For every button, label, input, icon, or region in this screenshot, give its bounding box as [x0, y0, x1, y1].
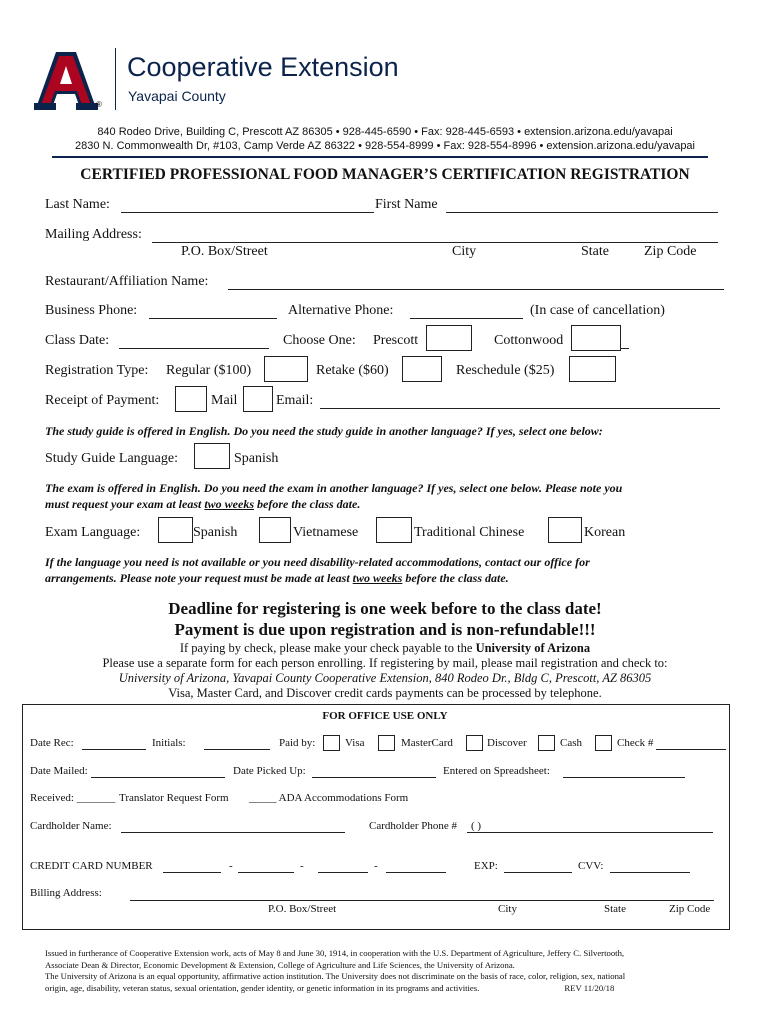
chinese-checkbox[interactable] [376, 517, 412, 543]
cc-number-part2[interactable] [238, 872, 294, 873]
class-date-field[interactable] [119, 348, 269, 349]
footer-line1: Issued in furtherance of Cooperative Extension work, acts of May 8 and June 30, 1914, in cooperation with the U.S. Department of Agriculture, Jeffery C. Silvertooth, [45, 948, 625, 958]
business-phone-label: Business Phone: [45, 303, 138, 318]
check-payable-note: If paying by check, please make your check payable to the University of Arizona [179, 641, 591, 655]
exam-spanish-label: Spanish [193, 525, 238, 540]
first-name-field[interactable] [446, 212, 718, 213]
revision-date: REV 11/20/18 [564, 982, 615, 993]
reschedule-checkbox[interactable] [569, 356, 616, 382]
cardholder-phone-field[interactable] [467, 832, 713, 833]
spreadsheet-label: Entered on Spreadsheet: [443, 765, 550, 777]
cardholder-phone-label: Cardholder Phone # [369, 820, 457, 832]
initials-label: Initials: [152, 737, 186, 749]
cottonwood-underline [621, 348, 629, 349]
exp-label: EXP: [474, 860, 498, 872]
date-rec-label: Date Rec: [30, 737, 74, 749]
cottonwood-label: Cottonwood [494, 333, 564, 348]
cc-number-label: CREDIT CARD NUMBER [30, 860, 153, 872]
logo-divider [115, 48, 116, 110]
footer-line4: origin, age, disability, veteran status, sexual orientation, gender identity, or genetic information in its programs and activities. REV 11/20/18 [45, 982, 615, 993]
cvv-label: CVV: [578, 860, 604, 872]
vietnamese-checkbox[interactable] [259, 517, 291, 543]
accommodation-note-line1: If the language you need is not available or you need disability-related accommodations, contact our office for [45, 555, 590, 569]
cvv-field[interactable] [610, 872, 690, 873]
billing-state-caption: State [604, 903, 626, 915]
cc-number-part4[interactable] [386, 872, 446, 873]
registration-type-label: Registration Type: [45, 363, 149, 378]
chinese-label: Traditional Chinese [414, 525, 525, 540]
cc-dash-2: - [300, 860, 304, 872]
visa-checkbox[interactable] [323, 735, 340, 751]
discover-checkbox[interactable] [466, 735, 483, 751]
cardholder-name-label: Cardholder Name: [30, 820, 112, 832]
restaurant-field[interactable] [228, 289, 724, 290]
mastercard-checkbox[interactable] [378, 735, 395, 751]
exam-note-line1: The exam is offered in English. Do you need the exam in another language? If yes, select one below. Please note you [45, 481, 623, 495]
exam-language-label: Exam Language: [45, 525, 141, 540]
cc-number-part3[interactable] [318, 872, 368, 873]
po-box-caption: P.O. Box/Street [181, 244, 268, 259]
date-mailed-field[interactable] [91, 777, 225, 778]
mail-label: Mail [211, 393, 238, 408]
footer [45, 948, 625, 994]
mail-checkbox[interactable] [175, 386, 207, 412]
university-of-arizona-logo [34, 50, 98, 112]
email-field[interactable] [320, 408, 720, 409]
office-use-title: FOR OFFICE USE ONLY [322, 710, 448, 722]
prescott-checkbox[interactable] [426, 325, 472, 351]
study-spanish-checkbox[interactable] [194, 443, 230, 469]
county-name: Yavapai County [128, 88, 226, 104]
billing-address-field[interactable] [130, 900, 714, 901]
address-prescott: 840 Rodeo Drive, Building C, Prescott AZ 86305 • 928-445-6590 • Fax: 928-445-6593 • extension.arizona.edu/yavapai [97, 126, 673, 138]
cash-checkbox[interactable] [538, 735, 555, 751]
regular-checkbox[interactable] [264, 356, 308, 382]
date-picked-up-field[interactable] [312, 777, 436, 778]
cardholder-phone-parens: ( ) [471, 820, 482, 832]
date-rec-field[interactable] [82, 749, 146, 750]
check-label: Check # [617, 737, 654, 749]
first-name-label: First Name [375, 197, 438, 212]
spreadsheet-field[interactable] [563, 777, 685, 778]
regular-label: Regular ($100) [166, 363, 252, 378]
restaurant-label: Restaurant/Affiliation Name: [45, 274, 209, 289]
alt-phone-label: Alternative Phone: [288, 303, 394, 318]
reschedule-label: Reschedule ($25) [456, 363, 555, 378]
cash-label: Cash [560, 737, 582, 749]
translator-request-label: Translator Request Form [119, 792, 229, 804]
check-number-field[interactable] [656, 749, 726, 750]
cardholder-name-field[interactable] [121, 832, 345, 833]
cancellation-note: (In case of cancellation) [530, 303, 665, 318]
exp-field[interactable] [504, 872, 572, 873]
check-checkbox[interactable] [595, 735, 612, 751]
email-checkbox[interactable] [243, 386, 273, 412]
alt-phone-field[interactable] [410, 318, 523, 319]
mailing-address-field[interactable] [152, 242, 718, 243]
visa-label: Visa [345, 737, 365, 749]
footer-line3: The University of Arizona is an equal opportunity, affirmative action institution. The University does not discriminate on the basis of race, color, religion, sex, national [45, 971, 626, 981]
prescott-label: Prescott [373, 333, 419, 348]
state-caption: State [581, 244, 609, 259]
korean-label: Korean [584, 525, 626, 540]
business-phone-field[interactable] [149, 318, 277, 319]
cottonwood-checkbox[interactable] [571, 325, 621, 351]
retake-checkbox[interactable] [402, 356, 442, 382]
ada-form-label: _____ ADA Accommodations Form [249, 792, 409, 804]
discover-label: Discover [487, 737, 527, 749]
retake-label: Retake ($60) [316, 363, 389, 378]
credit-card-note: Visa, Master Card, and Discover credit cards payments can be processed by telephone. [168, 686, 602, 700]
initials-field[interactable] [204, 749, 270, 750]
org-name: Cooperative Extension [127, 52, 399, 82]
cc-number-part1[interactable] [163, 872, 221, 873]
mailing-address-label: Mailing Address: [45, 227, 142, 242]
billing-city-caption: City [498, 903, 517, 915]
deadline-line2: Payment is due upon registration and is non-refundable!!! [174, 620, 596, 639]
billing-zip-caption: Zip Code [669, 903, 711, 915]
form-title: CERTIFIED PROFESSIONAL FOOD MANAGER’S CERTIFICATION REGISTRATION [80, 166, 690, 183]
last-name-field[interactable] [121, 212, 374, 213]
received-label: Received: _______ [30, 792, 116, 804]
date-mailed-label: Date Mailed: [30, 765, 88, 777]
date-picked-up-label: Date Picked Up: [233, 765, 306, 777]
billing-po-box-caption: P.O. Box/Street [268, 903, 337, 915]
exam-spanish-checkbox[interactable] [158, 517, 193, 543]
separate-form-note: Please use a separate form for each person enrolling. If registering by mail, please mail registration and check to: [102, 656, 668, 670]
korean-checkbox[interactable] [548, 517, 582, 543]
header-rule [52, 156, 708, 158]
cc-dash-1: - [229, 860, 233, 872]
receipt-label: Receipt of Payment: [45, 393, 160, 408]
vietnamese-label: Vietnamese [293, 525, 359, 540]
deadline-line1: Deadline for registering is one week before to the class date! [168, 599, 602, 618]
mastercard-label: MasterCard [401, 737, 453, 749]
billing-address-label: Billing Address: [30, 887, 102, 899]
study-guide-note: The study guide is offered in English. Do you need the study guide in another language? If yes, select one below: [45, 424, 603, 438]
zip-caption: Zip Code [644, 244, 697, 259]
registered-mark: ® [96, 100, 102, 109]
study-spanish-label: Spanish [234, 451, 279, 466]
paid-by-label: Paid by: [279, 737, 316, 749]
city-caption: City [452, 244, 477, 259]
footer-line2: Associate Dean & Director, Economic Development & Extension, College of Agriculture and Life Sciences, the University of Arizona. [45, 959, 515, 970]
accommodation-note-line2: arrangements. Please note your request must be made at least two weeks before the class date. [45, 571, 509, 585]
address-camp-verde: 2830 N. Commonwealth Dr, #103, Camp Verde AZ 86322 • 928-554-8999 • Fax: 928-554-8996 • extension.arizona.edu/yavapai [75, 140, 695, 152]
study-guide-language-label: Study Guide Language: [45, 451, 178, 466]
cc-dash-3: - [374, 860, 378, 872]
exam-note-line2: must request your exam at least two weeks before the class date. [45, 497, 361, 511]
choose-one-label: Choose One: [283, 333, 356, 348]
class-date-label: Class Date: [45, 333, 110, 348]
mailing-address-note: University of Arizona, Yavapai County Cooperative Extension, 840 Rodeo Dr., Bldg C, Prescott, AZ 86305 [118, 671, 652, 685]
email-label: Email: [276, 393, 314, 408]
last-name-label: Last Name: [45, 197, 110, 212]
